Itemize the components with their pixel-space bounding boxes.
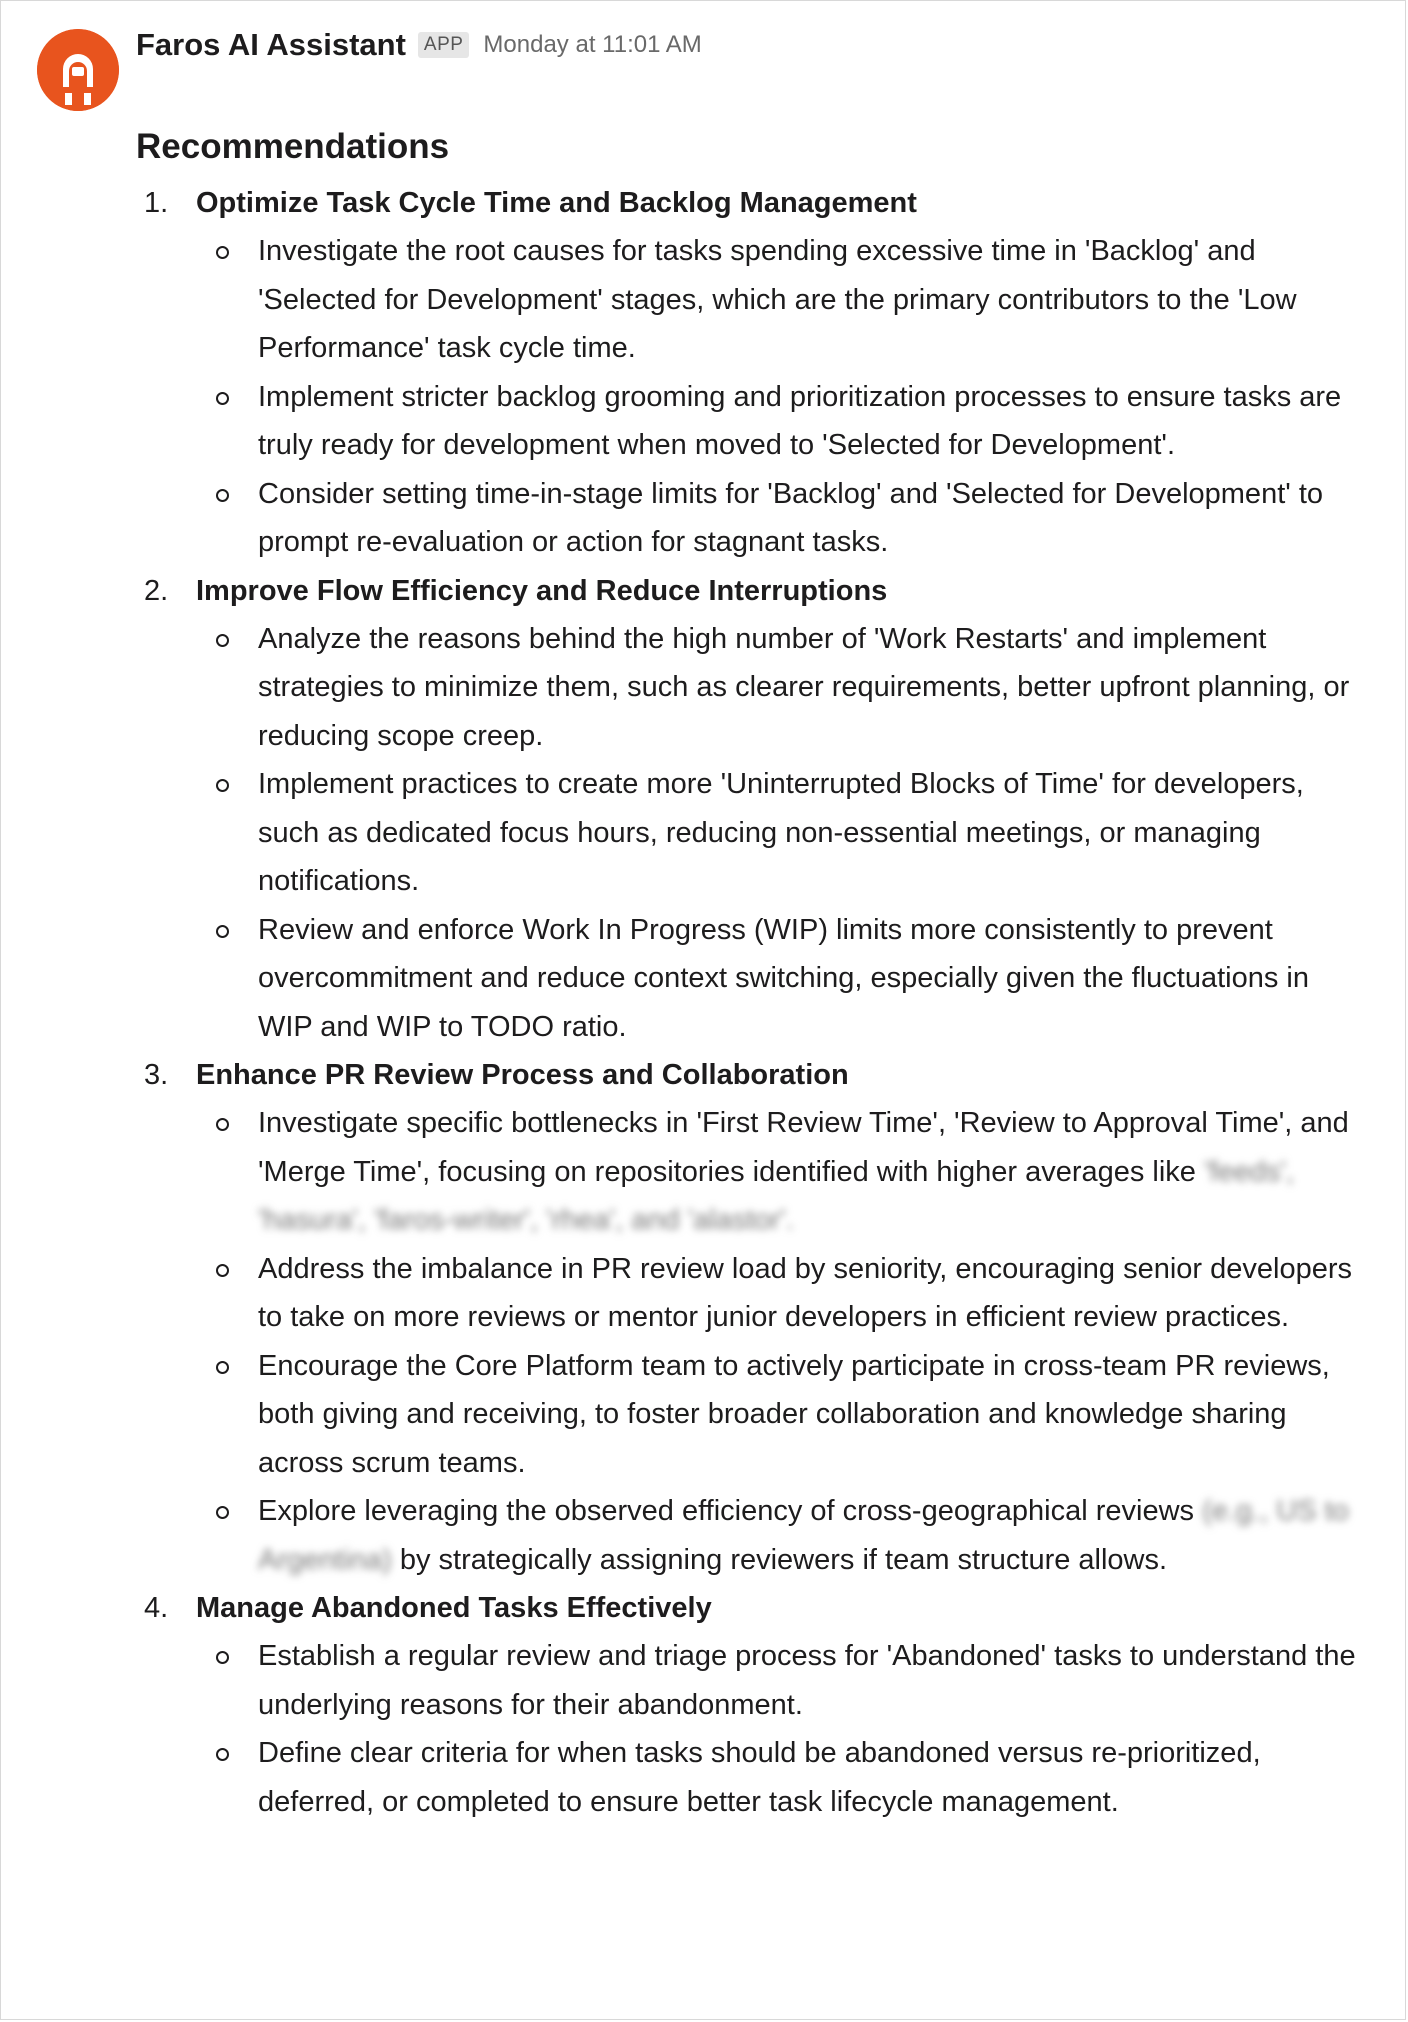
redacted-repositories: 'feeds', 'hasura', 'faros-writer', 'rhea', and 'alastor'. [258,1155,1295,1236]
recommendations-heading: Recommendations [136,127,450,166]
recommendation-item [136,567,1376,1052]
bullet-icon [216,1118,229,1131]
list-item: Address the imbalance in PR review load by seniority, encouraging senior developers to take on more reviews or mentor junior developers in efficient review practices. [196,1245,1376,1342]
message-timestamp[interactable]: Monday at 11:01 AM [483,31,702,58]
list-item: Investigate the root causes for tasks spending excessive time in 'Backlog' and 'Selected for Development' stages, which are the primary contributors to the 'Low Performance' task cycle time. [196,227,1376,373]
recommendation-number: 3. [144,1059,169,1091]
recommendation-title: Manage Abandoned Tasks Effectively [196,1592,712,1624]
list-item: Review and enforce Work In Progress (WIP) limits more consistently to prevent overcommitment and reduce context switching, especially given the fluctuations in WIP and WIP to TODO ratio. [196,906,1376,1052]
bullet-list [196,1099,1376,1584]
bullet-icon [216,925,229,938]
list-item: Establish a regular review and triage process for 'Abandoned' tasks to understand the underlying reasons for their abandonment. [196,1632,1376,1729]
recommendation-title: Optimize Task Cycle Time and Backlog Management [196,187,917,219]
recommendation-item [136,1051,1376,1584]
recommendation-item [136,179,1376,567]
list-item: Explore leveraging the observed efficiency of cross-geographical reviews (e.g., US to Argentina) by strategically assigning reviewers if team structure allows. [196,1487,1376,1584]
bullet-icon [216,489,229,502]
bullet-icon [216,779,229,792]
bullet-list [196,227,1376,567]
bullet-icon [216,1506,229,1519]
list-item: Investigate specific bottlenecks in 'First Review Time', 'Review to Approval Time', and 'Merge Time', focusing on repositories identified with higher averages like 'feeds', 'hasura', 'faros-writer', 'rhea', and 'alastor'. [196,1099,1376,1245]
recommendation-number: 4. [144,1592,169,1624]
bullet-list [196,1632,1376,1826]
bullet-icon [216,1264,229,1277]
sender-name[interactable]: Faros AI Assistant [136,27,406,62]
recommendation-title: Improve Flow Efficiency and Reduce Interruptions [196,574,888,607]
message-body [136,119,1376,1826]
bullet-icon [216,634,229,647]
recommendation-number: 1. [144,187,169,219]
recommendation-item [136,1584,1376,1826]
bullet-list [196,615,1376,1052]
list-item: Encourage the Core Platform team to actively participate in cross-team PR reviews, both giving and receiving, to foster broader collaboration and knowledge sharing across scrum teams. [196,1342,1376,1488]
bullet-icon [216,392,229,405]
list-item: Consider setting time-in-stage limits for 'Backlog' and 'Selected for Development' to prompt re-evaluation or action for stagnant tasks. [196,470,1376,567]
message-header [136,23,702,67]
list-item: Define clear criteria for when tasks should be abandoned versus re-prioritized, deferred, or completed to ensure better task lifecycle management. [196,1729,1376,1826]
bullet-icon [216,1748,229,1761]
bullet-icon [216,246,229,259]
recommendation-number: 2. [144,574,169,607]
app-badge: APP [418,32,470,58]
bullet-icon [216,1361,229,1374]
bullet-icon [216,1651,229,1664]
list-item: Implement stricter backlog grooming and prioritization processes to ensure tasks are truly ready for development when moved to 'Selected for Development'. [196,373,1376,470]
faros-logo-icon [37,29,119,111]
recommendations-list [136,179,1376,1826]
avatar[interactable] [37,29,119,111]
list-item: Implement practices to create more 'Uninterrupted Blocks of Time' for developers, such as dedicated focus hours, reducing non-essential meetings, or managing notifications. [196,760,1376,906]
redacted-geography: (e.g., US to Argentina) [258,1495,1349,1576]
list-item: Analyze the reasons behind the high number of 'Work Restarts' and implement strategies to minimize them, such as clearer requirements, better upfront planning, or reducing scope creep. [196,615,1376,761]
recommendation-title: Enhance PR Review Process and Collaboration [196,1059,849,1091]
